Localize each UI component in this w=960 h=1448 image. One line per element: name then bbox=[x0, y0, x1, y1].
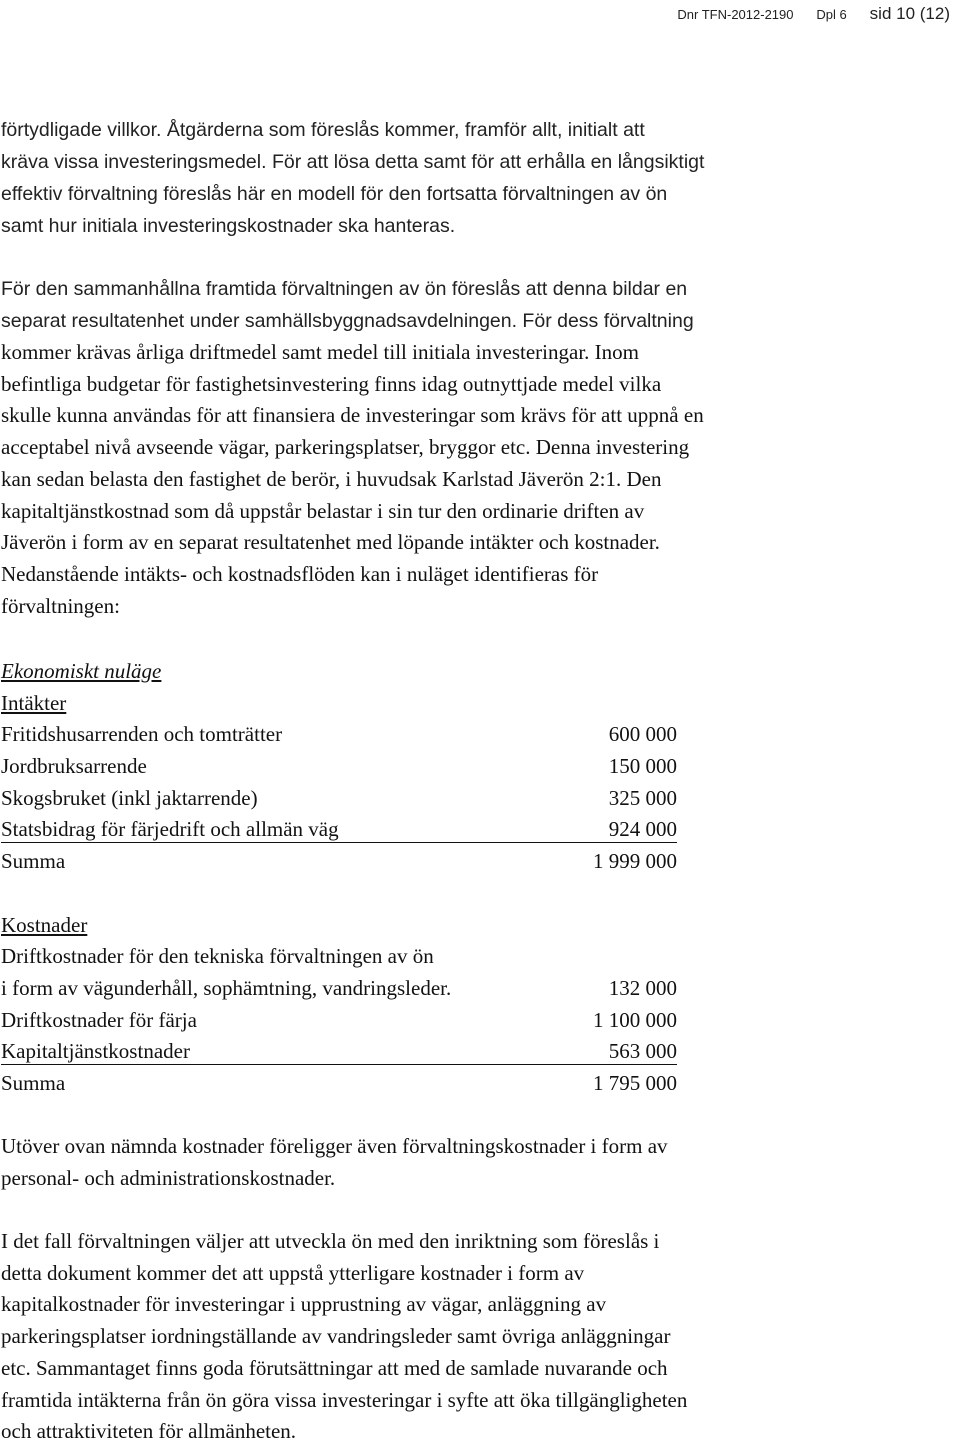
intro-paragraph bbox=[1, 114, 956, 242]
page-number: sid 10 (12) bbox=[869, 4, 950, 23]
text-line: detta dokument kommer det att uppstå ytterligare kostnader i form av bbox=[1, 1260, 585, 1285]
budget-title: Ekonomiskt nuläge bbox=[1, 659, 162, 683]
income-sum-row bbox=[1, 845, 677, 877]
text-line: separat resultatenhet under samhällsbyggnadsavdelningen. För dess förvaltning bbox=[1, 310, 694, 332]
income-heading: Intäkter bbox=[1, 691, 67, 715]
income-value: 150 000 bbox=[608, 754, 677, 778]
income-row bbox=[1, 813, 677, 843]
cost-value: 132 000 bbox=[608, 976, 677, 1000]
text-line: framtida intäkterna från ön göra vissa investeringar i syfte att öka tillgängligheten bbox=[1, 1387, 688, 1412]
cost-value: 1 100 000 bbox=[593, 1008, 677, 1032]
text-line: För den sammanhållna framtida förvaltningen av ön föreslås att denna bildar en bbox=[1, 278, 688, 300]
text-line: kapitalkostnader för investeringar i upprustning av vägar, anläggning av bbox=[1, 1292, 607, 1317]
income-label: Skogsbruket (inkl jaktarrende) bbox=[1, 786, 258, 810]
cost-row bbox=[1, 1035, 677, 1065]
management-paragraph-start bbox=[1, 273, 956, 337]
text-line: I det fall förvaltningen väljer att utveckla ön med den inriktning som föreslås i bbox=[1, 1229, 660, 1253]
income-row bbox=[1, 718, 677, 750]
income-sum-label: Summa bbox=[1, 849, 66, 873]
cost-sum-label: Summa bbox=[1, 1071, 66, 1095]
income-label: Fritidshusarrenden och tomträtter bbox=[1, 722, 283, 746]
cost-sum-value: 1 795 000 bbox=[593, 1071, 677, 1095]
income-label: Statsbidrag för färjedrift och allmän väg bbox=[1, 817, 339, 841]
additional-costs-paragraph bbox=[1, 1131, 956, 1194]
development-paragraph bbox=[1, 1226, 956, 1448]
income-value: 325 000 bbox=[608, 786, 677, 810]
management-paragraph bbox=[1, 337, 956, 622]
text-line: och attraktiviteten för allmänheten. bbox=[1, 1419, 297, 1444]
text-line: kan sedan belasta den fastighet de berör, i huvudsak Karlstad Jäverön 2:1. Den bbox=[1, 466, 662, 491]
text-line: skulle kunna användas för att finansiera de investeringar som krävs för att uppnå en bbox=[1, 403, 704, 428]
document-number: Dnr TFN-2012-2190 bbox=[677, 7, 794, 22]
text-line: parkeringsplatser iordningställande av vandringsleder samt övriga anläggningar bbox=[1, 1324, 671, 1349]
text-line: acceptabel nivå avseende vägar, parkeringsplatser, bryggor etc. Denna investering bbox=[1, 435, 690, 460]
income-sum-value: 1 999 000 bbox=[593, 849, 677, 873]
text-line: Jäverön i form av en separat resultatenhet med löpande intäkter och kostnader. bbox=[1, 530, 660, 555]
cost-label: Driftkostnader för färja bbox=[1, 1008, 197, 1032]
costs-heading: Kostnader bbox=[1, 913, 88, 937]
cost-row bbox=[1, 1004, 677, 1036]
income-value: 600 000 bbox=[608, 722, 677, 746]
document-part: Dpl 6 bbox=[816, 7, 847, 22]
text-line: kommer krävas årliga driftmedel samt medel till initiala investeringar. Inom bbox=[1, 340, 639, 364]
cost-row bbox=[1, 972, 677, 1004]
text-line: effektiv förvaltning föreslås här en modell för den fortsatta förvaltningen av ön bbox=[1, 183, 668, 205]
text-line: Nedanstående intäkts- och kostnadsflöden kan i nuläget identifieras för bbox=[1, 561, 599, 586]
text-line: samt hur initiala investeringskostnader ska hanteras. bbox=[1, 215, 456, 237]
income-value: 924 000 bbox=[608, 817, 677, 841]
cost-label: i form av vägunderhåll, sophämtning, vandringsleder. bbox=[1, 976, 452, 1000]
text-line: Utöver ovan nämnda kostnader föreligger även förvaltningskostnader i form av bbox=[1, 1134, 668, 1158]
cost-label: Kapitaltjänstkostnader bbox=[1, 1039, 190, 1063]
text-line: kräva vissa investeringsmedel. För att lösa detta samt för att erhålla en långsiktigt bbox=[1, 151, 705, 173]
text-line: förtydligade villkor. Åtgärderna som föreslås kommer, framför allt, initialt att bbox=[1, 119, 645, 141]
text-line: etc. Sammantaget finns goda förutsättningar att med de samlade nuvarande och bbox=[1, 1355, 668, 1380]
text-line: förvaltningen: bbox=[1, 593, 120, 618]
text-line: befintliga budgetar för fastighetsinvestering finns idag outnyttjade medel vilka bbox=[1, 371, 662, 396]
income-label: Jordbruksarrende bbox=[1, 754, 147, 778]
costs-intro-line: Driftkostnader för den tekniska förvaltningen av ön bbox=[1, 944, 434, 968]
income-row bbox=[1, 782, 677, 814]
text-line: personal- och administrationskostnader. bbox=[1, 1165, 336, 1190]
cost-value: 563 000 bbox=[608, 1039, 677, 1063]
income-row bbox=[1, 750, 677, 782]
page-header bbox=[677, 4, 950, 24]
cost-sum-row bbox=[1, 1067, 677, 1099]
text-line: kapitaltjänstkostnad som då uppstår belastar i sin tur den ordinarie driften av bbox=[1, 498, 645, 523]
